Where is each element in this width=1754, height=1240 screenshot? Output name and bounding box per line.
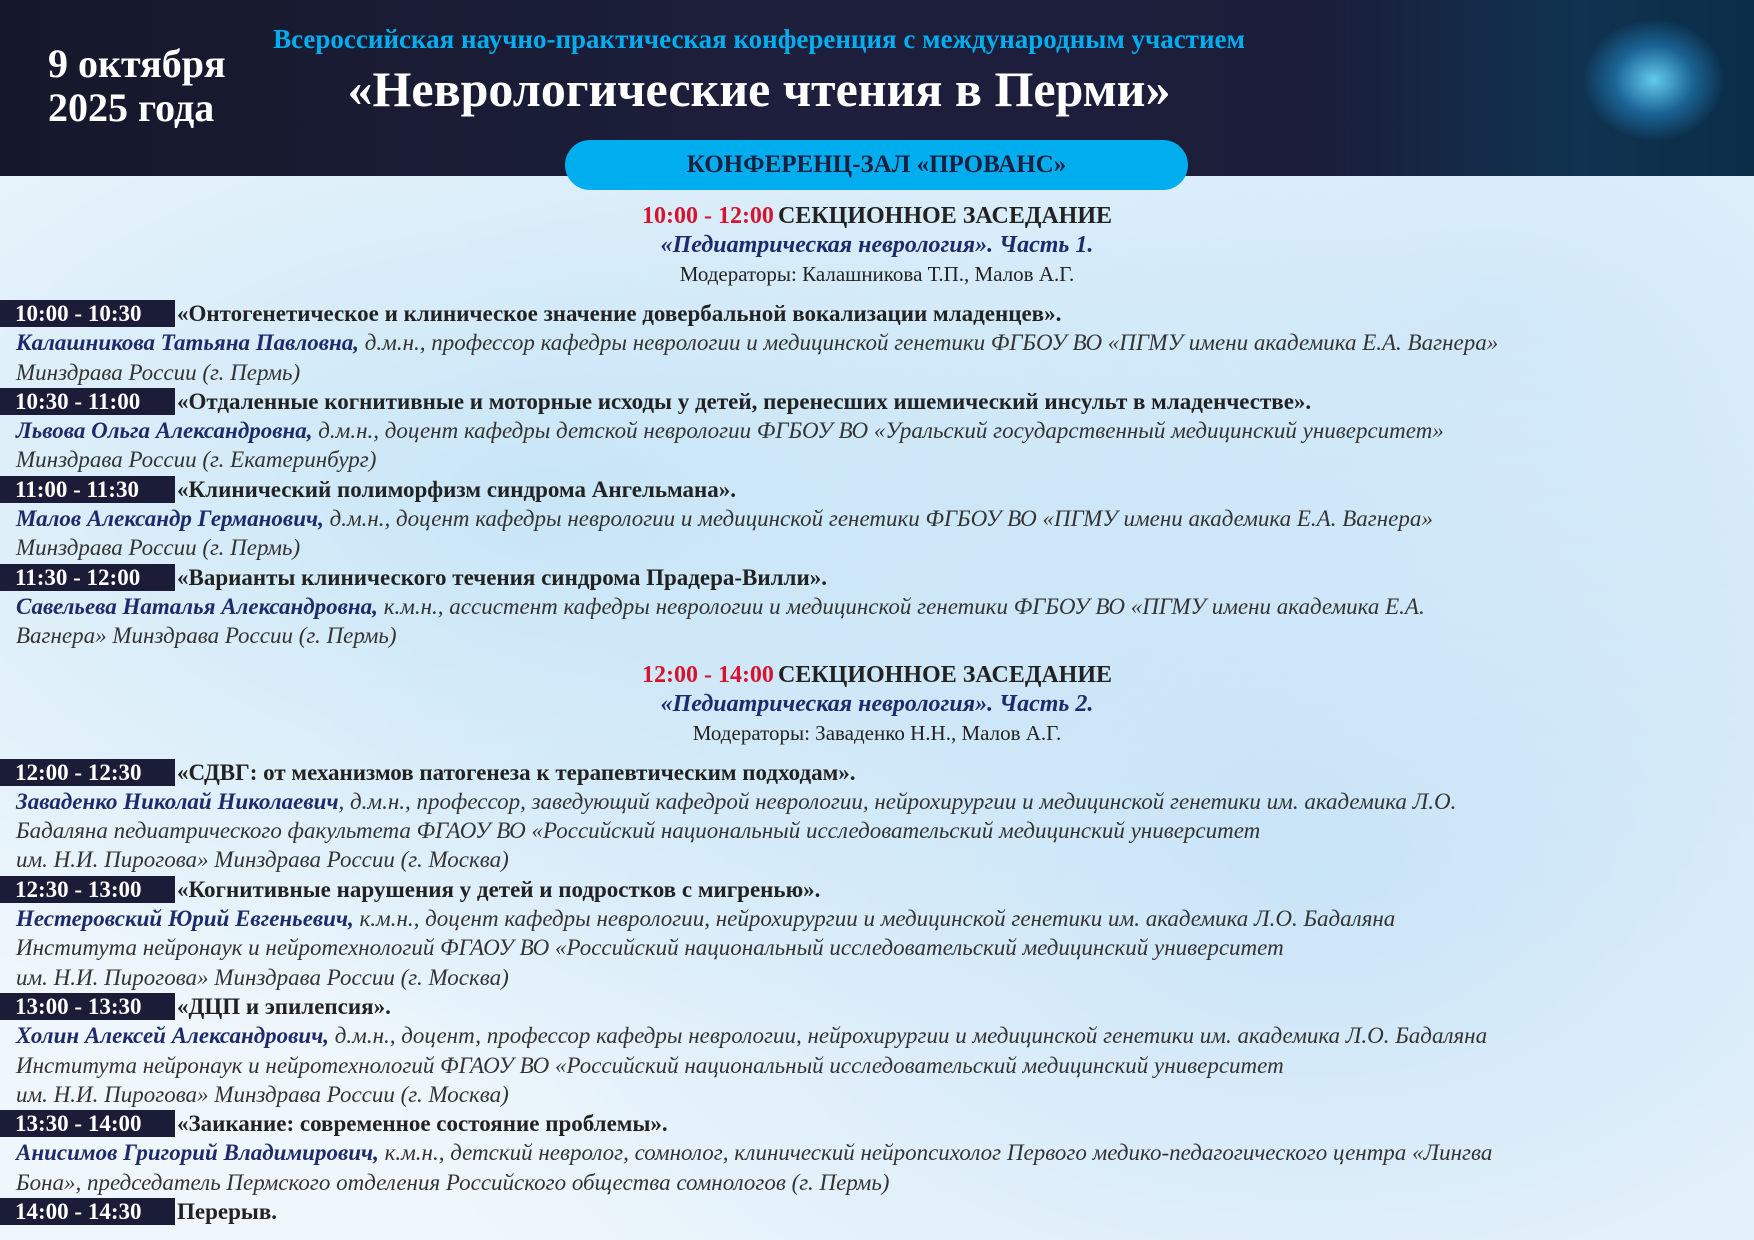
speaker-line	[0, 416, 1754, 445]
spacer	[0, 651, 1754, 661]
talk-title-line	[0, 563, 1754, 592]
break-line	[0, 1197, 1754, 1226]
speaker-line	[0, 1021, 1754, 1050]
talk-title-line	[0, 387, 1754, 416]
time-badge: 14:00 - 14:30	[0, 1198, 175, 1225]
session-time: 10:00 - 12:00	[641, 203, 774, 229]
conference-subtitle	[0, 24, 1754, 55]
talk-title-line	[0, 758, 1754, 787]
talk-title: «Онтогенетическое и клиническое значение довербальной вокализации младенцев».	[177, 301, 1062, 326]
session-subtitle: «Педиатрическая неврология». Часть 1.	[660, 232, 1094, 258]
speaker-line	[0, 328, 1754, 357]
speaker-affiliation-cont: Института нейронаук и нейротехнологий ФГАОУ ВО «Российский национальный исследовательский медицинский университет	[16, 1052, 1284, 1078]
talk-title: «Варианты клинического течения синдрома Прадера-Вилли».	[177, 564, 827, 590]
date-year: 2025 года	[48, 85, 215, 130]
spacer	[0, 289, 1754, 299]
speaker-name: Нестеровский Юрий Евгеньевич,	[16, 906, 354, 932]
conference-title	[0, 60, 1754, 118]
talk-title-line	[0, 992, 1754, 1021]
talk-title-line	[0, 1109, 1754, 1138]
talk-title: «Когнитивные нарушения у детей и подростков с мигренью».	[177, 876, 821, 902]
speaker-name: Заваденко Николай Николаевич	[16, 788, 339, 814]
speaker-affiliation-cont: Минздрава России (г. Пермь)	[16, 359, 301, 385]
speaker-affiliation: д.м.н., профессор кафедры неврологии и медицинской генетики ФГБОУ ВО «ПГМУ имени академика Е.А. Вагнера»	[359, 330, 1499, 356]
talk-title: «СДВГ: от механизмов патогенеза к терапевтическим подходам».	[177, 759, 856, 785]
speaker-name: Калашникова Татьяна Павловна,	[16, 330, 360, 356]
hall-badge: КОНФЕРЕНЦ-ЗАЛ «ПРОВАНС»	[565, 140, 1188, 190]
talk-item	[0, 1109, 1754, 1197]
talk-item	[0, 563, 1754, 651]
talk-item	[0, 387, 1754, 475]
talk-title: «Отдаленные когнитивные и моторные исходы у детей, перенесших ишемический инсульт в младенчестве».	[177, 388, 1312, 414]
speaker-affiliation: д.м.н., доцент кафедры детской неврологии ФГБОУ ВО «Уральский государственный медицинский университет»	[312, 418, 1444, 444]
speaker-affiliation: , д.м.н., профессор, заведующий кафедрой неврологии, нейрохирургии и медицинской генетики им. академика Л.О.	[338, 788, 1457, 814]
date-day: 9 октября	[48, 41, 226, 86]
talk-title: «Клинический полиморфизм синдрома Ангельмана».	[177, 476, 737, 502]
spacer	[0, 748, 1754, 758]
speaker-affiliation-cont: Вагнера» Минздрава России (г. Пермь)	[16, 623, 397, 649]
speaker-affiliation: к.м.н., ассистент кафедры неврологии и медицинской генетики ФГБОУ ВО «ПГМУ имени академика Е.А.	[377, 593, 1425, 619]
talk-item	[0, 875, 1754, 992]
time-badge: 10:00 - 10:30	[0, 300, 175, 327]
speaker-affiliation-cont: им. Н.И. Пирогова» Минздрава России (г. Москва)	[16, 847, 509, 873]
title-text: «Неврологические чтения в Перми»	[347, 61, 1171, 117]
talk-item	[0, 475, 1754, 563]
talk-title-line	[0, 475, 1754, 504]
break-item	[0, 1197, 1754, 1226]
talk-title-line	[0, 875, 1754, 904]
speaker-affiliation-cont: Минздрава России (г. Пермь)	[16, 535, 301, 561]
time-badge: 11:30 - 12:00	[0, 564, 175, 591]
time-badge: 12:30 - 13:00	[0, 876, 175, 903]
speaker-affiliation-cont: Минздрава России (г. Екатеринбург)	[16, 447, 377, 473]
session-time-line	[0, 202, 1754, 231]
talk-item	[0, 299, 1754, 387]
time-badge: 10:30 - 11:00	[0, 388, 175, 415]
speaker-line	[0, 787, 1754, 816]
subtitle-text: Всероссийская научно-практическая конференция с международным участием	[273, 24, 1245, 54]
speaker-affiliation: к.м.н., доцент кафедры неврологии, нейрохирургии и медицинской генетики им. академика Л.О. Бадаляна	[353, 906, 1396, 932]
speaker-name: Анисимов Григорий Владимирович,	[16, 1140, 379, 1166]
program	[0, 202, 1754, 1226]
session-moderators: Модераторы: Заваденко Н.Н., Малов А.Г.	[692, 720, 1062, 745]
speaker-affiliation-cont: Бона», председатель Пермского отделения Российского общества сомнологов (г. Пермь)	[16, 1169, 890, 1195]
speaker-affiliation: д.м.н., доцент, профессор кафедры неврологии, нейрохирургии и медицинской генетики им. академика Л.О. Бадаляна	[329, 1023, 1488, 1049]
speaker-affiliation-cont: Института нейронаук и нейротехнологий ФГАОУ ВО «Российский национальный исследовательский медицинский университет	[16, 935, 1284, 961]
speaker-affiliation-cont: им. Н.И. Пирогова» Минздрава России (г. Москва)	[16, 964, 509, 990]
talk-item	[0, 992, 1754, 1109]
speaker-name: Малов Александр Германович,	[16, 506, 324, 532]
speaker-line	[0, 592, 1754, 621]
speaker-affiliation: д.м.н., доцент кафедры неврологии и медицинской генетики ФГБОУ ВО «ПГМУ имени академика Е.А. Вагнера»	[323, 506, 1433, 532]
talk-title: «ДЦП и эпилепсия».	[177, 993, 391, 1019]
speaker-line	[0, 1138, 1754, 1167]
speaker-line	[0, 904, 1754, 933]
speaker-affiliation-cont: Бадаляна педиатрического факультета ФГАОУ ВО «Российский национальный исследовательский медицинский университет	[16, 818, 1261, 844]
talk-title: «Заикание: современное состояние проблемы».	[177, 1111, 668, 1137]
break-label: Перерыв.	[177, 1199, 278, 1225]
session-label: СЕКЦИОННОЕ ЗАСЕДАНИЕ	[777, 661, 1113, 688]
talk-item	[0, 758, 1754, 875]
speaker-name: Львова Ольга Александровна,	[16, 418, 313, 444]
speaker-affiliation-cont: им. Н.И. Пирогова» Минздрава России (г. Москва)	[16, 1081, 509, 1107]
session-subtitle: «Педиатрическая неврология». Часть 2.	[660, 690, 1094, 717]
time-badge: 13:00 - 13:30	[0, 993, 175, 1020]
speaker-name: Савельева Наталья Александровна,	[16, 593, 378, 619]
session-moderators: Модераторы: Калашникова Т.П., Малов А.Г.	[679, 262, 1075, 286]
session-time: 12:00 - 14:00	[641, 661, 774, 688]
talk-title-line	[0, 299, 1754, 328]
time-badge: 13:30 - 14:00	[0, 1110, 175, 1137]
session-header	[0, 202, 1754, 289]
session-time-line	[0, 661, 1754, 690]
session-label: СЕКЦИОННОЕ ЗАСЕДАНИЕ	[777, 203, 1113, 229]
speaker-name: Холин Алексей Александрович,	[16, 1023, 330, 1049]
speaker-line	[0, 504, 1754, 533]
time-badge: 11:00 - 11:30	[0, 476, 175, 503]
time-badge: 12:00 - 12:30	[0, 759, 175, 786]
session-header	[0, 661, 1754, 748]
speaker-affiliation: к.м.н., детский невролог, сомнолог, клинический нейропсихолог Первого медико-педагогического центра «Лингва	[378, 1140, 1493, 1166]
